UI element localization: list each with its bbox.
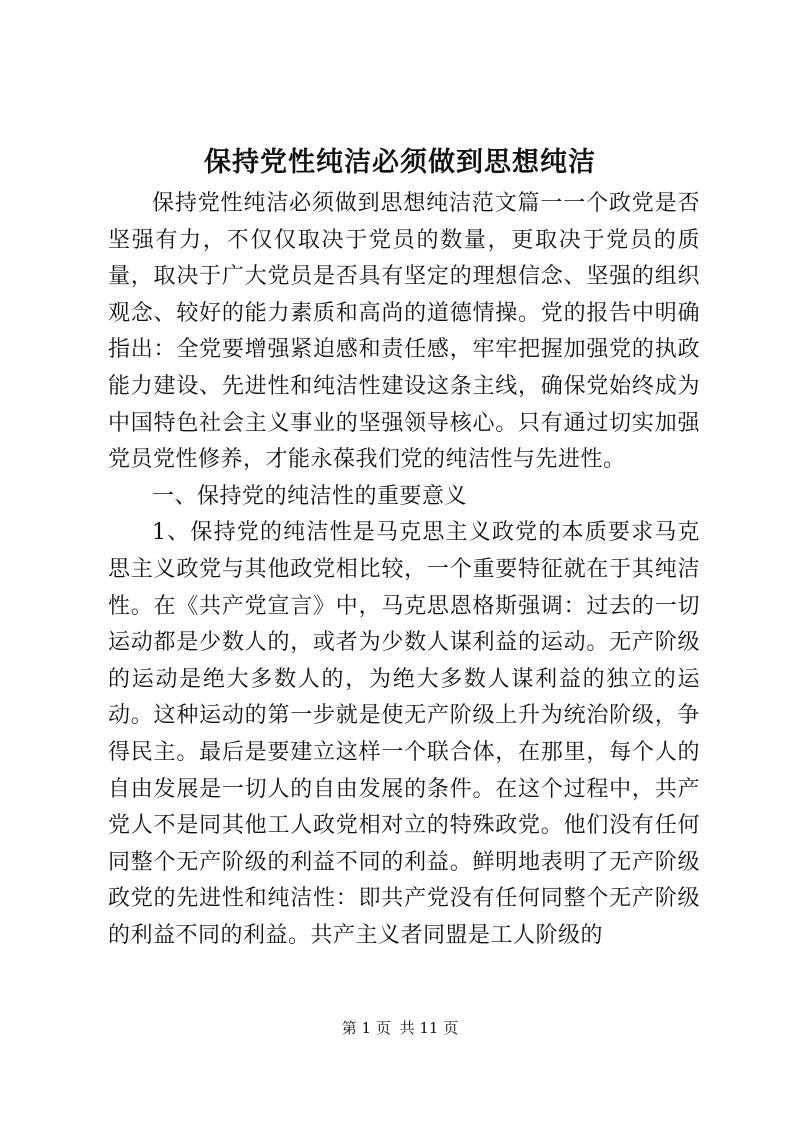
document-body [108, 186, 700, 954]
section-heading: 一、保持党的纯洁性的重要意义 [152, 483, 468, 509]
intro-paragraph: 保持党性纯洁必须做到思想纯洁范文篇一一个政党是否坚强有力，不仅仅取决于党员的数量，更取决于党员的质量，取决于广大党员是否具有坚定的理想信念、坚强的组织观念、较好的能力素质和高尚的道德情操。党的报告中明确指出：全党要增强紧迫感和责任感，牢牢把握加强党的执政能力建设、先进性和纯洁性建设这条主线，确保党始终成为中国特色社会主义事业的坚强领导核心。只有通过切实加强党员党性修养，才能永葆我们党的纯洁性与先进性。 [108, 191, 700, 473]
page-total: 共 11 页 [399, 1019, 459, 1037]
document-title: 保持党性纯洁必须做到思想纯洁 [204, 147, 596, 178]
section-paragraph: 1、保持党的纯洁性是马克思主义政党的本质要求马克思主义政党与其他政党相比较，一个重要特征就在于其纯洁性。在《共产党宣言》中，马克思恩格斯强调：过去的一切运动都是少数人的，或者为少数人谋利益的运动。无产阶级的运动是绝大多数人的，为绝大多数人谋利益的独立的运动。这种运动的第一步就是使无产阶级上升为统治阶级，争得民主。最后是要建立这样一个联合体，在那里，每个人的自由发展是一切人的自由发展的条件。在这个过程中，共产党人不是同其他工人政党相对立的特殊政党。他们没有任何同整个无产阶级的利益不同的利益。鲜明地表明了无产阶级政党的先进性和纯洁性：即共产党没有任何同整个无产阶级的利益不同的利益。共产主义者同盟是工人阶级的 [108, 520, 700, 948]
page-number: 第 1 页 [341, 1019, 391, 1037]
page-footer [0, 1018, 800, 1038]
